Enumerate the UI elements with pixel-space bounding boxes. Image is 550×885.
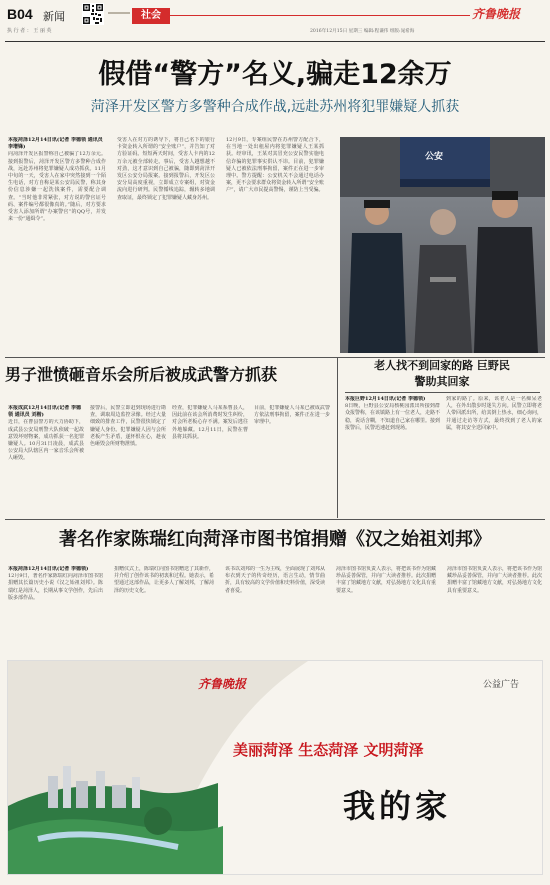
ad-cityscape-illustration	[8, 661, 543, 875]
story3-title-text: 老人找不到回家的路 巨野民警助其回家	[374, 359, 510, 388]
story4-column-1	[8, 566, 103, 653]
editor-line: 执 行 者 ： 王 丽 英	[7, 28, 52, 34]
masthead-logo: 齐鲁晚报	[472, 7, 521, 21]
story4-text-3: 该书以刘邦的一生为主线，全面展现了刘邦从布衣到天子的传奇经历，语言生动，情节曲折，具有较高的文学价值和史料价值，深受读者喜爱。	[225, 566, 325, 594]
section-tag-label: 社会	[141, 10, 161, 21]
story3-title-rule	[345, 392, 540, 393]
date-line: 2016年12月15日 星期三 编辑:程谦伟 组版:晁希海	[310, 29, 415, 34]
story1-title: 假借“警方”名义,骗走12余万	[98, 59, 452, 90]
story3-byline: 本报巨野12月14日讯(记者 李德领)	[345, 396, 426, 402]
public-service-ad	[7, 660, 543, 875]
story1-byline: 本报菏泽12月14日讯(记者 李德领 通讯员 李增锋)	[8, 137, 103, 151]
story4-text-5: 菏泽市图书馆负责人表示，将把该书作为馆藏珍品妥善保管，并向广大读者推荐。此次捐赠丰富了馆藏地方文献，对弘扬地方文化具有重要意义。	[447, 566, 542, 594]
story3-column-1	[345, 396, 440, 516]
police-photo-illustration	[340, 137, 545, 353]
story2-column-1	[8, 405, 84, 517]
story3-text-2: 到家的路了。原来，该老人是一名痴呆老人，在外出散步时迷失方向。民警立即将老人带回派出所，给其倒上热水，细心询问，并通过走访等方式，最终找到了老人的家属，将其安全送回家中。	[446, 396, 542, 431]
story2-text-3: 经查，犯罪嫌疑人马某系曹县人，因此前在该会所消费时发生纠纷，对会所老板心存不满。案发后逃往外地躲藏。12月11日，民警在曹县将其抓获。	[172, 405, 248, 440]
story3-text-1: 8日晚，巨野县公安局核桃园派出所接到群众报警称，在该镇路上有一位老人，走路不稳，说话含糊，不知道自己家在哪里。接到报警后，民警迅速赶到现场。	[345, 403, 440, 431]
header-rule	[170, 15, 470, 16]
ad-headline: 我的家	[343, 787, 452, 825]
section-tag	[132, 8, 170, 24]
photo-badge: 公安	[425, 152, 444, 162]
ad-logo: 齐鲁晚报	[198, 677, 247, 691]
ad-label: 公益广告	[483, 680, 520, 690]
qr-code-icon	[82, 3, 104, 25]
story1-text-1: 向菏泽开发区报警称自己被骗了12万余元。接到报警后，菏泽开发区警方多警种合成作战，远赴苏州将犯罪嫌疑人成功抓获。11月中旬的一天，受害人在家中突然接到一个陌生电话，对方自称是某公安局民警，称其身份信息涉嫌一起洗钱案件，需要配合调查。“当时他非常紧张，对方说的警官证号码、案件编号都很像真的。”随后，对方要求受害人添加所谓“办案警官”的QQ号，并发来一份“通缉令”。	[8, 151, 106, 223]
header-separator	[108, 12, 130, 14]
story4-text-1: 12月9日，著名作家陈瑞红向菏泽市图书馆捐赠其长篇历史小说《汉之始祖刘邦》。陈瑞红是菏泽人，长期从事文学创作，先后出版多部作品。	[8, 573, 103, 601]
story1-photo	[340, 137, 545, 353]
story4-byline: 本报菏泽12月14日讯(记者 李德领)	[8, 566, 89, 572]
header	[0, 0, 550, 42]
story4-text-2: 捐赠仪式上，陈瑞红向图书馆赠送了其新作，并介绍了创作该书的初衷和过程。她表示，希望通过这部作品，让更多人了解刘邦，了解菏泽的历史文化。	[114, 566, 214, 594]
story2-text-4: 目前，犯罪嫌疑人马某已被成武警方依法刑事拘留，案件正在进一步审理中。	[254, 405, 330, 426]
rule-2	[5, 519, 545, 520]
story3-title	[342, 358, 542, 390]
header-bottom-rule	[5, 41, 545, 42]
page-number: B04	[7, 6, 33, 22]
story1-text-3: 12月9日，专案组民警在苏州警方配合下，在当地一处出租屋内将犯罪嫌疑人王某抓获。经审讯，王某对其冒充公安民警实施电信诈骗的犯罪事实供认不讳。目前，犯罪嫌疑人已被依法刑事拘留，案件正在进一步审理中。警方提醒：公安机关不会通过电话办案，更不会要求群众将资金转入所谓“安全账户”，请广大市民提高警惕，谨防上当受骗。	[226, 137, 324, 194]
story2-text-2: 接警后，民警立即赶到现场进行勘查，调取周边监控录像。经过大量细致的排查工作，民警很快锁定了嫌疑人身份。犯罪嫌疑人因与会所老板产生矛盾，遂怀恨在心，趁夜色砸毁会所财物泄愤。	[90, 405, 166, 448]
story1-subtitle: 菏泽开发区警方多警种合成作战,远赴苏州将犯罪嫌疑人抓获	[90, 99, 460, 115]
ad-slogan: 美丽菏泽 生态菏泽 文明菏泽	[233, 741, 424, 759]
story1-text-2: 受害人在对方的诱导下，将自己名下的银行卡资金转入所谓的“安全账户”，并告知了对方验证码。短短两天时间，受害人卡内的12万余元被全部转走。事后，受害人越想越不对劲，这才意识到自己被骗，随即到菏泽开发区公安分局报案。接到报警后，开发区公安分局高度重视，立即成立专案组，对资金流向进行研判。民警循线追踪，辗转多地调查取证，最终锁定了犯罪嫌疑人藏身苏州。	[117, 137, 215, 201]
story2-byline: 本报成武12月14日讯(记者 李德领 通讯员 刘楷)	[8, 405, 82, 419]
story4-text-4: 菏泽市图书馆负责人表示，将把该书作为馆藏珍品妥善保管，并向广大读者推荐。此次捐赠丰富了馆藏地方文献，对弘扬地方文化具有重要意义。	[336, 566, 436, 594]
story1-column-1	[8, 137, 106, 355]
story2-title: 男子泄愤砸音乐会所后被成武警方抓获	[5, 365, 278, 384]
story4-title: 著名作家陈瑞红向菏泽市图书馆捐赠《汉之始祖刘邦》	[59, 529, 491, 550]
story2-text-1: 近日，在曹县警方的大力协助下，成武县公安局刑警大队侦破一起故意毁坏财物案，成功抓获一名犯罪嫌疑人。10月31日凌晨，成武县公安局大队辖区内一家音乐会所被人砸毁。	[8, 419, 84, 462]
vertical-rule	[337, 358, 338, 518]
section-short: 新闻	[43, 10, 65, 23]
